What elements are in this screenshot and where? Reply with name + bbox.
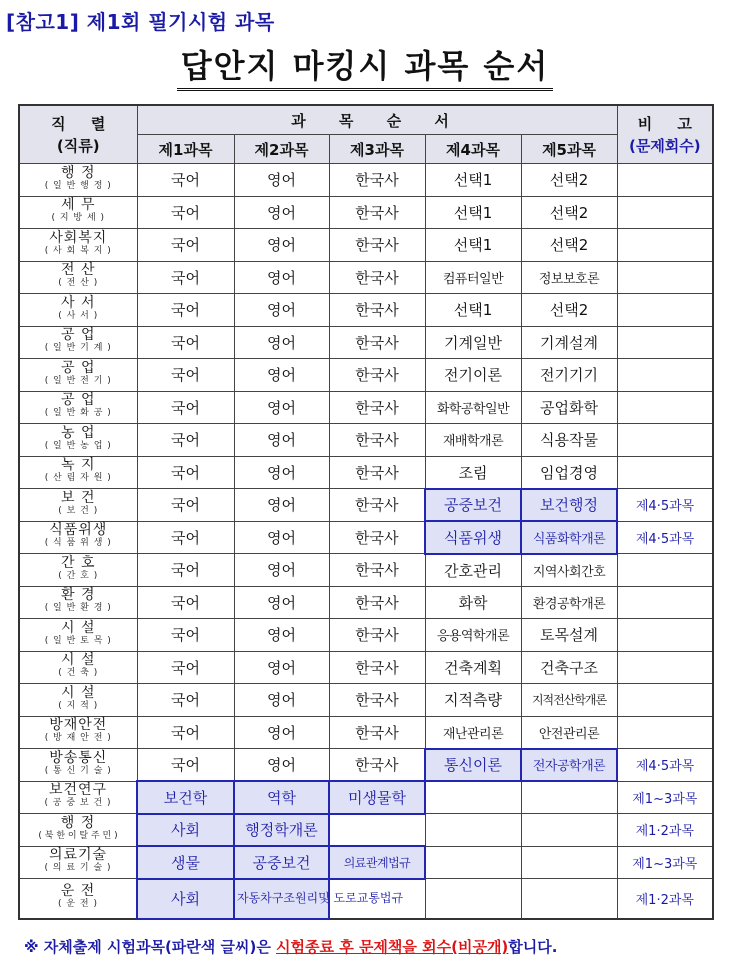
empty-subject-cell	[425, 814, 521, 847]
self-set-subject-cell: 자동차구조원리및 도로교통법규	[234, 879, 329, 919]
subject-cell: 한국사	[329, 196, 425, 229]
col-header-subject3: 제3과목	[329, 135, 425, 164]
subject-cell: 한국사	[329, 164, 425, 197]
subject-cell: 재난관리론	[425, 716, 521, 749]
job-name: 전 산	[61, 262, 96, 279]
job-subtype: ( 통 신 기 술 )	[44, 765, 112, 776]
subject-cell: 한국사	[329, 424, 425, 457]
subject-cell: 지역사회간호	[521, 554, 617, 587]
table-row	[19, 781, 713, 814]
table-row	[19, 814, 713, 847]
empty-subject-cell	[521, 814, 617, 847]
subject-cell: 선택2	[521, 229, 617, 262]
subject-cell: 환경공학개론	[521, 586, 617, 619]
subject-cell: 영어	[234, 261, 329, 294]
subject-cell: 재배학개론	[425, 424, 521, 457]
job-cell	[19, 781, 137, 814]
subject-cell: 선택1	[425, 164, 521, 197]
job-cell	[19, 619, 137, 652]
subject-cell: 국어	[137, 196, 234, 229]
job-cell	[19, 196, 137, 229]
empty-subject-cell	[329, 814, 425, 847]
note-cell	[617, 359, 713, 392]
note-cell: 제1~3과목	[617, 846, 713, 879]
job-cell	[19, 554, 137, 587]
subject-cell: 영어	[234, 456, 329, 489]
subject-cell: 전기기기	[521, 359, 617, 392]
page-title	[0, 46, 730, 91]
job-cell	[19, 489, 137, 522]
subject-cell: 한국사	[329, 456, 425, 489]
job-name: 행 정	[60, 814, 96, 831]
footer-text-part1: ※ 자체출제 시험과목(파란색 글씨)은	[24, 938, 277, 956]
subject-cell: 안전관리론	[521, 716, 617, 749]
table-row	[19, 879, 713, 919]
subject-cell: 한국사	[329, 619, 425, 652]
job-cell	[19, 261, 137, 294]
self-set-subject-cell: 공중보건	[425, 489, 521, 522]
subject-cell: 영어	[234, 716, 329, 749]
job-subtype: ( 지 방 세 )	[51, 213, 106, 224]
note-header-line1: 비 고	[637, 114, 702, 133]
subject-cell: 국어	[137, 456, 234, 489]
note-cell	[617, 684, 713, 717]
self-set-subject-cell: 미생물학	[329, 781, 425, 814]
table-row	[19, 424, 713, 457]
subject-cell: 건축계획	[425, 651, 521, 684]
self-set-subject-cell: 식품화학개론	[521, 521, 617, 554]
job-cell	[19, 521, 137, 554]
job-cell	[19, 716, 137, 749]
job-column-header	[19, 105, 137, 164]
self-set-subject-cell: 보건학	[137, 781, 234, 814]
job-subtype: ( 전 산 )	[58, 278, 99, 289]
note-cell	[617, 456, 713, 489]
job-name: 사회복지	[49, 229, 108, 246]
job-cell	[19, 294, 137, 327]
footer-text-warning: 시험종료 후 문제책을 회수(비공개)	[276, 938, 509, 956]
job-name: 사 서	[61, 294, 96, 311]
job-subtype: ( 일 반 환 경 )	[44, 603, 112, 614]
note-cell	[617, 391, 713, 424]
subject-cell: 국어	[137, 164, 234, 197]
subject-cell: 국어	[137, 619, 234, 652]
note-cell	[617, 164, 713, 197]
job-name: 운 전	[60, 883, 96, 900]
job-name: 의료기술	[48, 847, 108, 864]
job-subtype: ( 간 호 )	[58, 570, 99, 581]
subject-cell: 영어	[234, 586, 329, 619]
subject-cell: 영어	[234, 196, 329, 229]
job-subtype: ( 사 회 복 지 )	[44, 245, 112, 256]
empty-subject-cell	[521, 846, 617, 879]
subject-cell: 응용역학개론	[425, 619, 521, 652]
note-cell	[617, 651, 713, 684]
table-row	[19, 359, 713, 392]
empty-subject-cell	[425, 781, 521, 814]
self-set-subject-cell: 의료관계법규	[329, 846, 425, 879]
subject-cell: 영어	[234, 619, 329, 652]
subject-cell: 지적전산학개론	[521, 684, 617, 717]
note-cell	[617, 326, 713, 359]
job-name: 간 호	[61, 554, 96, 571]
job-subtype: ( 북 한 이 탈 주 민 )	[38, 830, 118, 841]
job-cell	[19, 879, 137, 919]
empty-subject-cell	[425, 846, 521, 879]
note-column-header	[617, 105, 713, 164]
note-cell	[617, 261, 713, 294]
note-cell: 제4·5과목	[617, 489, 713, 522]
table-row	[19, 196, 713, 229]
subject-cell: 기계일반	[425, 326, 521, 359]
empty-subject-cell	[521, 781, 617, 814]
table-row	[19, 586, 713, 619]
subject-cell: 화학공학일반	[425, 391, 521, 424]
self-set-subject-cell: 행정학개론	[234, 814, 329, 847]
table-row	[19, 489, 713, 522]
footer-text-part3: 합니다.	[508, 938, 558, 956]
self-set-subject-cell: 통신이론	[425, 749, 521, 782]
subject-cell: 식용작물	[521, 424, 617, 457]
job-name: 방재안전	[49, 717, 108, 734]
job-cell	[19, 749, 137, 782]
job-subtype: ( 일 반 전 기 )	[44, 375, 112, 386]
job-cell	[19, 164, 137, 197]
subject-cell: 국어	[137, 489, 234, 522]
job-cell	[19, 846, 137, 879]
subject-cell: 국어	[137, 684, 234, 717]
note-cell	[617, 294, 713, 327]
job-cell	[19, 326, 137, 359]
job-subtype: ( 운 전 )	[58, 899, 98, 910]
note-cell	[617, 196, 713, 229]
subject-cell: 화학	[425, 586, 521, 619]
table-row	[19, 619, 713, 652]
subject-cell: 영어	[234, 651, 329, 684]
note-header-line2: (문제회수)	[628, 136, 701, 155]
job-name: 농 업	[61, 424, 96, 441]
subject-cell: 영어	[234, 326, 329, 359]
subject-cell: 한국사	[329, 326, 425, 359]
note-cell: 제4·5과목	[617, 749, 713, 782]
subject-cell: 선택1	[425, 229, 521, 262]
page-title-text: 답안지 마킹시 과목 순서	[177, 46, 554, 91]
subject-cell: 영어	[234, 359, 329, 392]
subject-cell: 국어	[137, 716, 234, 749]
job-subtype: ( 일 반 토 목 )	[44, 635, 112, 646]
job-subtype: ( 식 품 위 생 )	[44, 538, 112, 549]
subject-cell: 한국사	[329, 391, 425, 424]
subject-cell: 한국사	[329, 359, 425, 392]
col-header-subject5: 제5과목	[521, 135, 617, 164]
job-cell	[19, 651, 137, 684]
table-row	[19, 456, 713, 489]
subject-cell: 컴퓨터일반	[425, 261, 521, 294]
subject-cell: 한국사	[329, 521, 425, 554]
job-subtype: ( 보 건 )	[58, 505, 99, 516]
job-cell	[19, 814, 137, 847]
job-name: 시 설	[61, 684, 96, 701]
subject-cell: 한국사	[329, 586, 425, 619]
job-header-line2: (직류)	[56, 136, 100, 155]
job-cell	[19, 359, 137, 392]
subject-cell: 한국사	[329, 716, 425, 749]
job-name: 공 업	[61, 359, 96, 376]
note-cell	[617, 424, 713, 457]
footer-notice	[24, 936, 557, 957]
subject-cell: 국어	[137, 554, 234, 587]
subject-cell: 선택2	[521, 164, 617, 197]
subject-cell: 지적측량	[425, 684, 521, 717]
note-cell	[617, 716, 713, 749]
subject-cell: 임업경영	[521, 456, 617, 489]
job-name: 시 설	[61, 619, 96, 636]
table-row	[19, 521, 713, 554]
subject-cell: 국어	[137, 261, 234, 294]
self-set-subject-cell: 전자공학개론	[521, 749, 617, 782]
note-cell: 제1·2과목	[617, 814, 713, 847]
subject-cell: 영어	[234, 684, 329, 717]
col-header-subject2: 제2과목	[234, 135, 329, 164]
subject-cell: 국어	[137, 326, 234, 359]
subject-cell: 선택2	[521, 294, 617, 327]
subject-cell: 영어	[234, 229, 329, 262]
job-name: 보건연구	[48, 782, 108, 799]
subject-cell: 국어	[137, 229, 234, 262]
subject-cell: 한국사	[329, 489, 425, 522]
job-cell	[19, 229, 137, 262]
table-row	[19, 326, 713, 359]
table-row	[19, 684, 713, 717]
note-cell: 제1~3과목	[617, 781, 713, 814]
subject-cell: 선택2	[521, 196, 617, 229]
job-subtype: ( 일 반 화 공 )	[44, 408, 112, 419]
job-name: 방송통신	[49, 749, 108, 766]
subject-cell: 선택1	[425, 196, 521, 229]
job-subtype: ( 지 적 )	[58, 700, 99, 711]
note-cell: 제4·5과목	[617, 521, 713, 554]
col-header-subject4: 제4과목	[425, 135, 521, 164]
self-set-subject-cell: 역학	[234, 781, 329, 814]
job-cell	[19, 586, 137, 619]
table-row	[19, 651, 713, 684]
note-cell	[617, 554, 713, 587]
table-row	[19, 846, 713, 879]
table-row	[19, 229, 713, 262]
table-row	[19, 164, 713, 197]
subject-cell: 건축구조	[521, 651, 617, 684]
empty-subject-cell	[425, 879, 521, 919]
job-name: 공 업	[61, 392, 96, 409]
subject-cell: 국어	[137, 651, 234, 684]
note-cell: 제1·2과목	[617, 879, 713, 919]
job-cell	[19, 424, 137, 457]
job-name: 세 무	[61, 197, 96, 214]
subject-cell: 국어	[137, 749, 234, 782]
job-cell	[19, 456, 137, 489]
subject-cell: 국어	[137, 586, 234, 619]
job-subtype: ( 일 반 기 계 )	[44, 343, 112, 354]
subject-cell: 영어	[234, 749, 329, 782]
subject-cell: 토목설계	[521, 619, 617, 652]
subject-cell: 한국사	[329, 229, 425, 262]
job-name: 환 경	[61, 587, 96, 604]
job-subtype: ( 공 중 보 건 )	[44, 798, 112, 809]
table-row	[19, 716, 713, 749]
job-subtype: ( 일 반 행 정 )	[44, 180, 112, 191]
self-set-subject-cell: 생물	[137, 846, 234, 879]
subject-order-table	[18, 104, 714, 920]
table-row	[19, 391, 713, 424]
job-cell	[19, 391, 137, 424]
subject-cell: 한국사	[329, 261, 425, 294]
subject-cell: 전기이론	[425, 359, 521, 392]
subject-cell: 영어	[234, 521, 329, 554]
job-subtype: ( 건 축 )	[58, 668, 99, 679]
subject-cell: 간호관리	[425, 554, 521, 587]
job-subtype: ( 방 재 안 전 )	[44, 733, 112, 744]
self-set-subject-cell: 공중보건	[234, 846, 329, 879]
self-set-subject-cell: 사회	[137, 879, 234, 919]
subject-cell: 기계설계	[521, 326, 617, 359]
note-cell	[617, 586, 713, 619]
job-name: 시 설	[61, 652, 96, 669]
subject-cell: 영어	[234, 554, 329, 587]
subject-cell: 한국사	[329, 554, 425, 587]
self-set-subject-cell: 식품위생	[425, 521, 521, 554]
subject-cell: 국어	[137, 521, 234, 554]
job-name: 공 업	[61, 327, 96, 344]
job-cell	[19, 684, 137, 717]
subject-cell: 영어	[234, 164, 329, 197]
subject-cell: 국어	[137, 391, 234, 424]
subject-cell: 한국사	[329, 651, 425, 684]
note-cell	[617, 619, 713, 652]
job-subtype: ( 사 서 )	[58, 310, 99, 321]
job-name: 행 정	[61, 164, 96, 181]
subject-cell: 영어	[234, 294, 329, 327]
subject-cell: 정보보호론	[521, 261, 617, 294]
job-subtype: ( 산 림 자 원 )	[44, 473, 112, 484]
subject-cell: 한국사	[329, 749, 425, 782]
job-subtype: ( 일 반 농 업 )	[44, 440, 112, 451]
subject-cell: 국어	[137, 359, 234, 392]
col-header-subject1: 제1과목	[137, 135, 234, 164]
self-set-subject-cell: 사회	[137, 814, 234, 847]
subject-cell: 한국사	[329, 684, 425, 717]
subject-cell: 국어	[137, 424, 234, 457]
job-subtype: ( 의 료 기 술 )	[44, 863, 112, 874]
job-name: 녹 지	[61, 457, 96, 474]
subject-cell: 선택1	[425, 294, 521, 327]
job-name: 식품위생	[49, 522, 108, 539]
empty-subject-cell	[521, 879, 617, 919]
table-row	[19, 261, 713, 294]
self-set-subject-cell: 보건행정	[521, 489, 617, 522]
note-cell	[617, 229, 713, 262]
subject-cell: 한국사	[329, 294, 425, 327]
subject-cell: 영어	[234, 424, 329, 457]
job-header-line1: 직 렬	[51, 114, 116, 133]
subject-cell: 조림	[425, 456, 521, 489]
subject-cell: 영어	[234, 391, 329, 424]
table-row	[19, 749, 713, 782]
subject-cell: 국어	[137, 294, 234, 327]
job-name: 보 건	[61, 489, 96, 506]
subject-cell: 영어	[234, 489, 329, 522]
subjects-order-header: 과 목 순 서	[137, 105, 617, 135]
table-row	[19, 294, 713, 327]
subject-cell: 공업화학	[521, 391, 617, 424]
reference-title: [참고1] 제1회 필기시험 과목	[6, 10, 275, 34]
table-row	[19, 554, 713, 587]
